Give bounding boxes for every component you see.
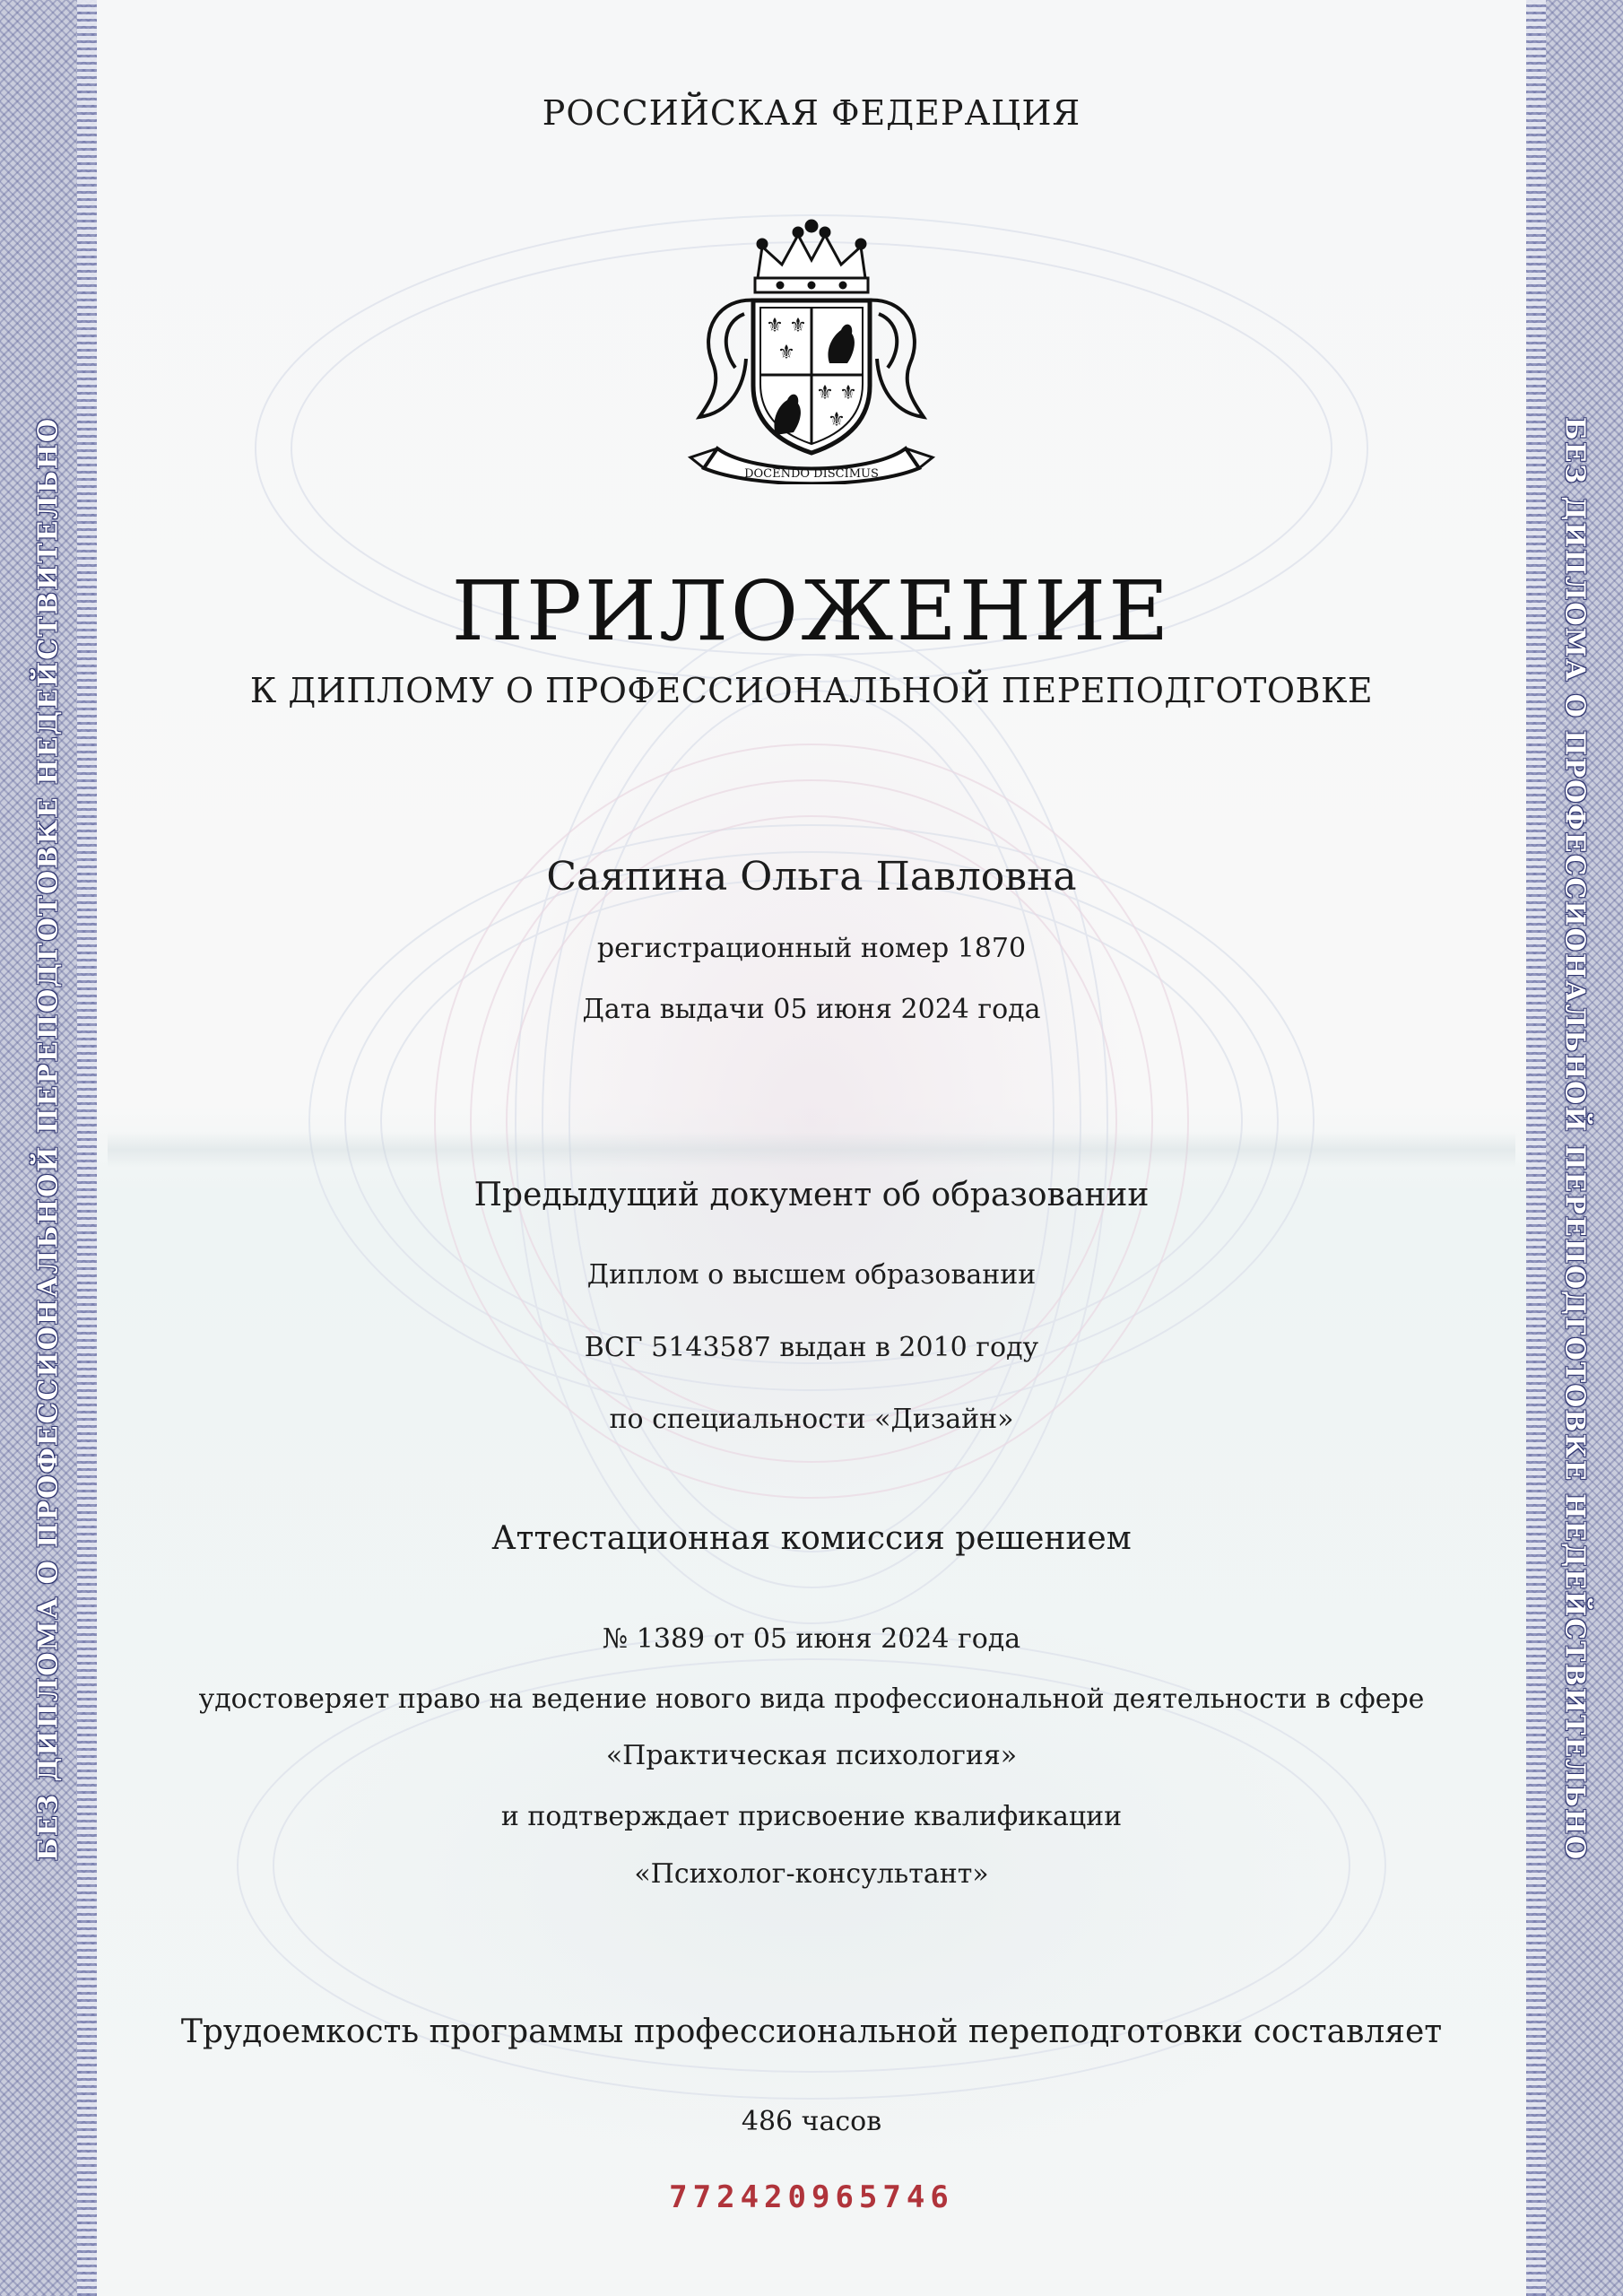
left-validity-notice: БЕЗ ДИПЛОМА О ПРОФЕССИОНАЛЬНОЙ ПЕРЕПОДГОТОВКЕ НЕДЕЙСТВИТЕЛЬНО (32, 416, 65, 1862)
commission-decision: № 1389 от 05 июня 2024 года (602, 1623, 1021, 1655)
coat-of-arms-icon (681, 215, 942, 484)
country-heading: РОССИЙСКАЯ ФЕДЕРАЦИЯ (542, 93, 1081, 133)
workload-heading: Трудоемкость программы профессиональной переподготовки составляет (180, 2013, 1443, 2050)
svg-text:⚜: ⚜ (766, 315, 784, 337)
issue-date: Дата выдачи 05 июня 2024 года (582, 994, 1041, 1025)
svg-text:⚜: ⚜ (789, 315, 807, 337)
commission-right-text: удостоверяет право на ведение нового вида профессиональной деятельности в сфере (198, 1683, 1425, 1715)
professional-field: «Практическая психология» (605, 1740, 1018, 1771)
qualification-text: и подтверждает присвоение квалификации (500, 1801, 1123, 1832)
right-validity-notice: БЕЗ ДИПЛОМА О ПРОФЕССИОНАЛЬНОЙ ПЕРЕПОДГОТОВКЕ НЕДЕЙСТВИТЕЛЬНО (1558, 416, 1591, 1862)
left-border-stripe (77, 0, 97, 2296)
svg-text:⚜: ⚜ (839, 382, 857, 404)
svg-text:⚜: ⚜ (816, 382, 834, 404)
motto-text: DOCENDO DISCIMUS (744, 467, 879, 481)
previous-doc-number: ВСГ 5143587 выдан в 2010 году (584, 1332, 1039, 1363)
paper-fold (108, 1132, 1515, 1168)
qualification-name: «Психолог-консультант» (634, 1858, 989, 1890)
document-title: ПРИЛОЖЕНИЕ (451, 563, 1172, 659)
previous-specialty: по специальности «Дизайн» (609, 1404, 1014, 1435)
holder-name: Саяпина Ольга Павловна (546, 854, 1077, 900)
workload-hours: 486 часов (741, 2106, 882, 2137)
registration-number: регистрационный номер 1870 (596, 933, 1027, 964)
previous-doc-type: Диплом о высшем образовании (586, 1259, 1037, 1291)
svg-text:⚜: ⚜ (828, 409, 846, 431)
svg-text:⚜: ⚜ (777, 342, 795, 364)
previous-education-heading: Предыдущий документ об образовании (473, 1177, 1150, 1213)
commission-heading: Аттестационная комиссия решением (491, 1520, 1132, 1557)
right-border-stripe (1526, 0, 1546, 2296)
document-subtitle: К ДИПЛОМУ О ПРОФЕССИОНАЛЬНОЙ ПЕРЕПОДГОТОВКЕ (249, 671, 1374, 710)
serial-number: 772420965746 (669, 2179, 954, 2215)
